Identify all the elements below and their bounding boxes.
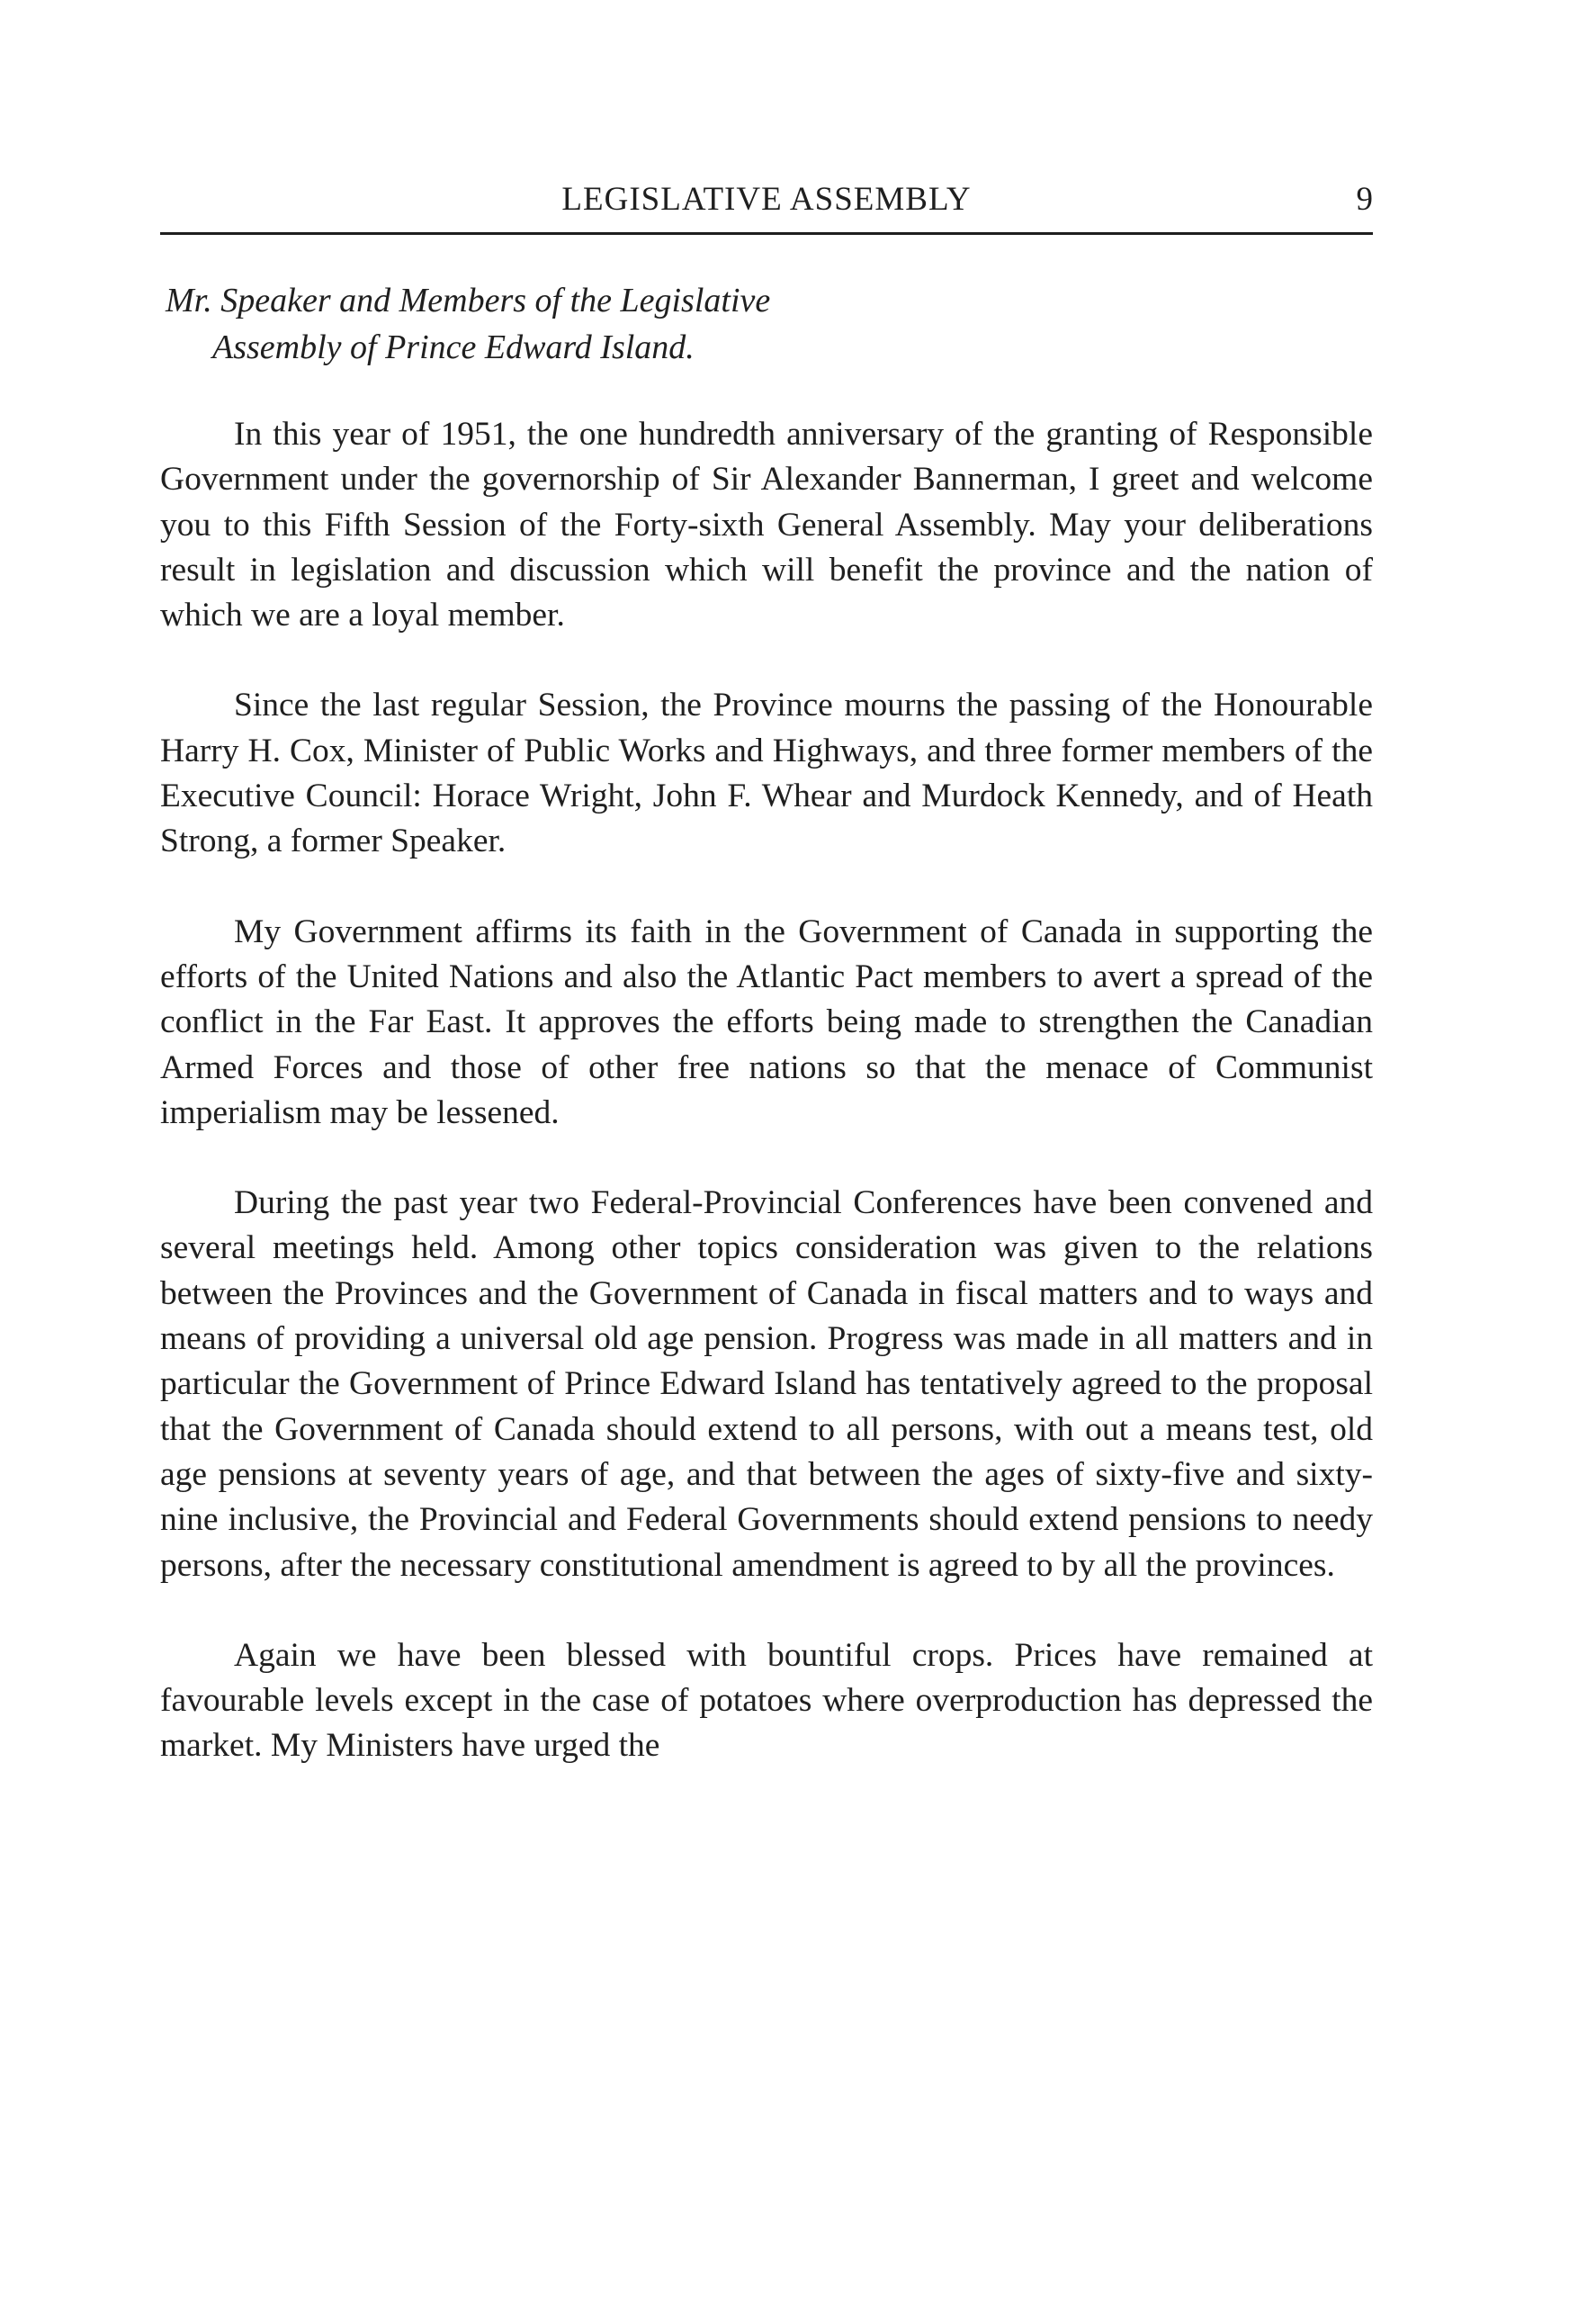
salutation-line-2: Assembly of Prince Edward Island. (212, 328, 695, 366)
running-title: LEGISLATIVE ASSEMBLY (561, 181, 972, 218)
salutation-line-1: Mr. Speaker and Members of the Legislative (166, 282, 771, 319)
salutation (166, 277, 1371, 371)
paragraph-anniversary: In this year of 1951, the one hundredth anniversary of the granting of Responsible Government under the governorship of Sir Alexander Bannerman, I greet and welcome you to this Fifth Session of the Forty-sixth General Assembly. May your deliberations result in legislation and discussion which will benefit the province and the nation of which we are a loyal member. (160, 416, 1373, 634)
header-rule (160, 232, 1373, 235)
running-head (160, 176, 1373, 234)
body-text (160, 412, 1373, 1814)
paragraph-conferences: During the past year two Federal-Provincial Conferences have been convened and several meetings held. Among other topics consideration was given to the relations between the Provinces and the Government of Canada in fiscal matters and to ways and means of providing a universal old age pension. Progress was made in all matters and in particular the Government of Prince Edward Island has tentatively agreed to the proposal that the Government of Canada should extend to all persons, with out a means test, old age pensions at seventy years of age, and that between the ages of sixty-five and sixty-nine inclusive, the Provincial and Federal Governments should extend pensions to needy persons, after the necessary constitutional amendment is agreed to by all the provinces. (160, 1184, 1373, 1584)
paragraph-crops: Again we have been blessed with bountiful crops. Prices have remained at favourable levels except in the case of potatoes where overproduction has depressed the market. My Ministers have urged the (160, 1636, 1373, 1765)
paragraph-mourning: Since the last regular Session, the Province mourns the passing of the Honourable Harry H. Cox, Minister of Public Works and Highways, and three former members of the Executive Council: Horace Wright, John F. Whear and Murdock Kennedy, and of Heath Strong, a former Speaker. (160, 687, 1373, 860)
page-number: 9 (1356, 181, 1373, 218)
paragraph-foreign-affairs: My Government affirms its faith in the Government of Canada in supporting the efforts of the United Nations and also the Atlantic Pact members to avert a spread of the conflict in the Far East. It approves the efforts being made to strengthen the Canadian Armed Forces and those of other free nations so that the menace of Communist imperialism may be lessened. (160, 913, 1373, 1131)
